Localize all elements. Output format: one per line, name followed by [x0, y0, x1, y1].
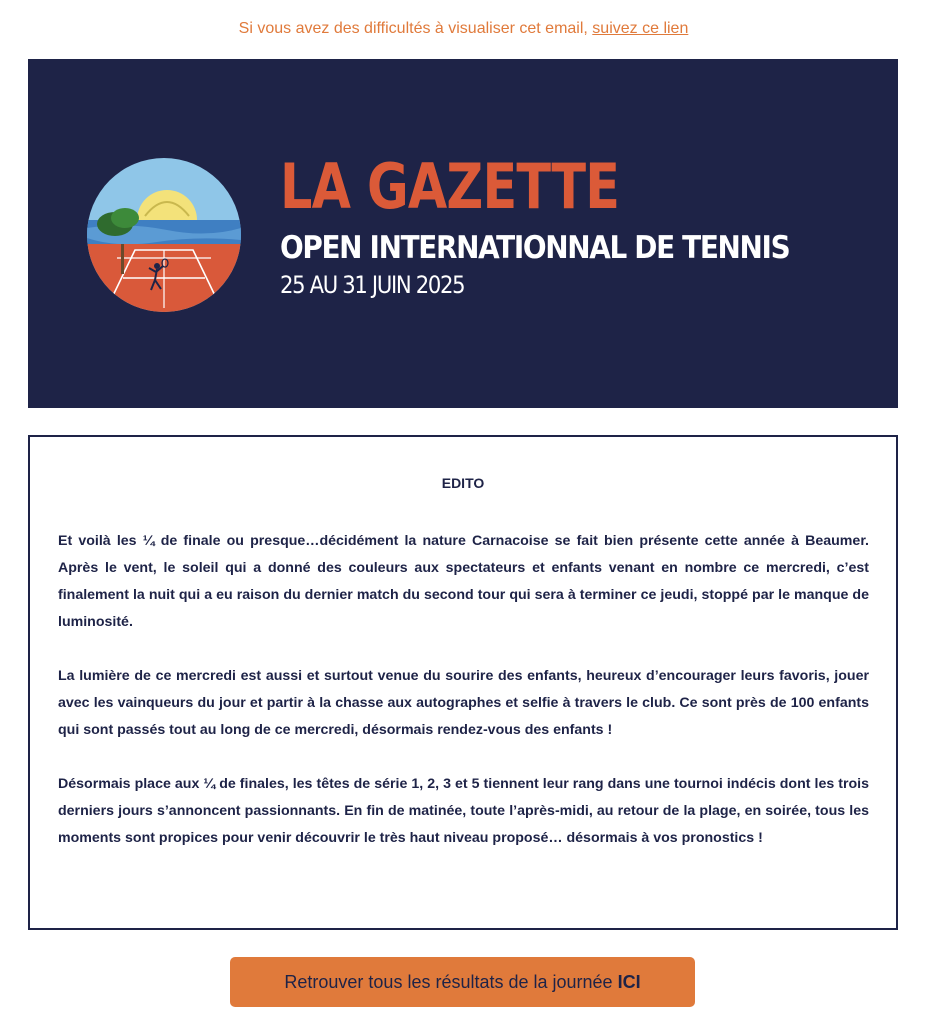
tournament-dates: 25 AU 31 JUIN 2025 [280, 271, 465, 299]
edito-paragraph: Désormais place aux ¼ de finales, les têtes de série 1, 2, 3 et 5 tiennent leur rang dans une tournoi indécis dont les trois derniers jours s’annoncent passionnants. En fin de matinée, toute l’après-midi, au retour de la plage, en soirée, tous les moments sont propices pour venir découvrir le très haut niveau proposé… désormais à vos pronostics ! [58, 776, 869, 846]
edito-body [58, 528, 869, 879]
edito-heading: EDITO [441, 475, 485, 491]
preheader-text: Si vous avez des difficultés à visualiser cet email, [238, 20, 593, 37]
edito-paragraph: La lumière de ce mercredi est aussi et surtout venue du sourire des enfants, heureux d’encourager leurs favoris, jouer avec les vainqueurs du jour et partir à la chasse aux autographes et selfie à travers le club. Ce sont près de 100 enfants qui sont passés tout au long de ce mercredi, désormais rendez-vous des enfants ! [58, 668, 869, 738]
edito-section [28, 435, 898, 930]
results-button-strong: ICI [617, 972, 641, 992]
header-banner [28, 59, 898, 408]
gazette-title: LA GAZETTE [280, 150, 620, 223]
banner-text-block [280, 150, 880, 300]
tennis-court-beach-logo-icon [87, 158, 241, 312]
view-online-link[interactable]: suivez ce lien [592, 20, 689, 37]
preheader [0, 18, 927, 40]
tournament-name: OPEN INTERNATIONNAL DE TENNIS [280, 230, 790, 266]
results-button-label: Retrouver tous les résultats de la journée [284, 972, 618, 992]
edito-paragraph: Et voilà les ¼ de finale ou presque…décidément la nature Carnacoise se fait bien présente cette année à Beaumer. Après le vent, le soleil qui a donné des couleurs aux spectateurs et enfants venant en nombre ce mercredi, c’est finalement la nuit qui a eu raison du dernier match du second tour qui sera à terminer ce jeudi, stoppé par le manque de luminosité. [58, 533, 869, 630]
results-button[interactable] [230, 957, 695, 1007]
